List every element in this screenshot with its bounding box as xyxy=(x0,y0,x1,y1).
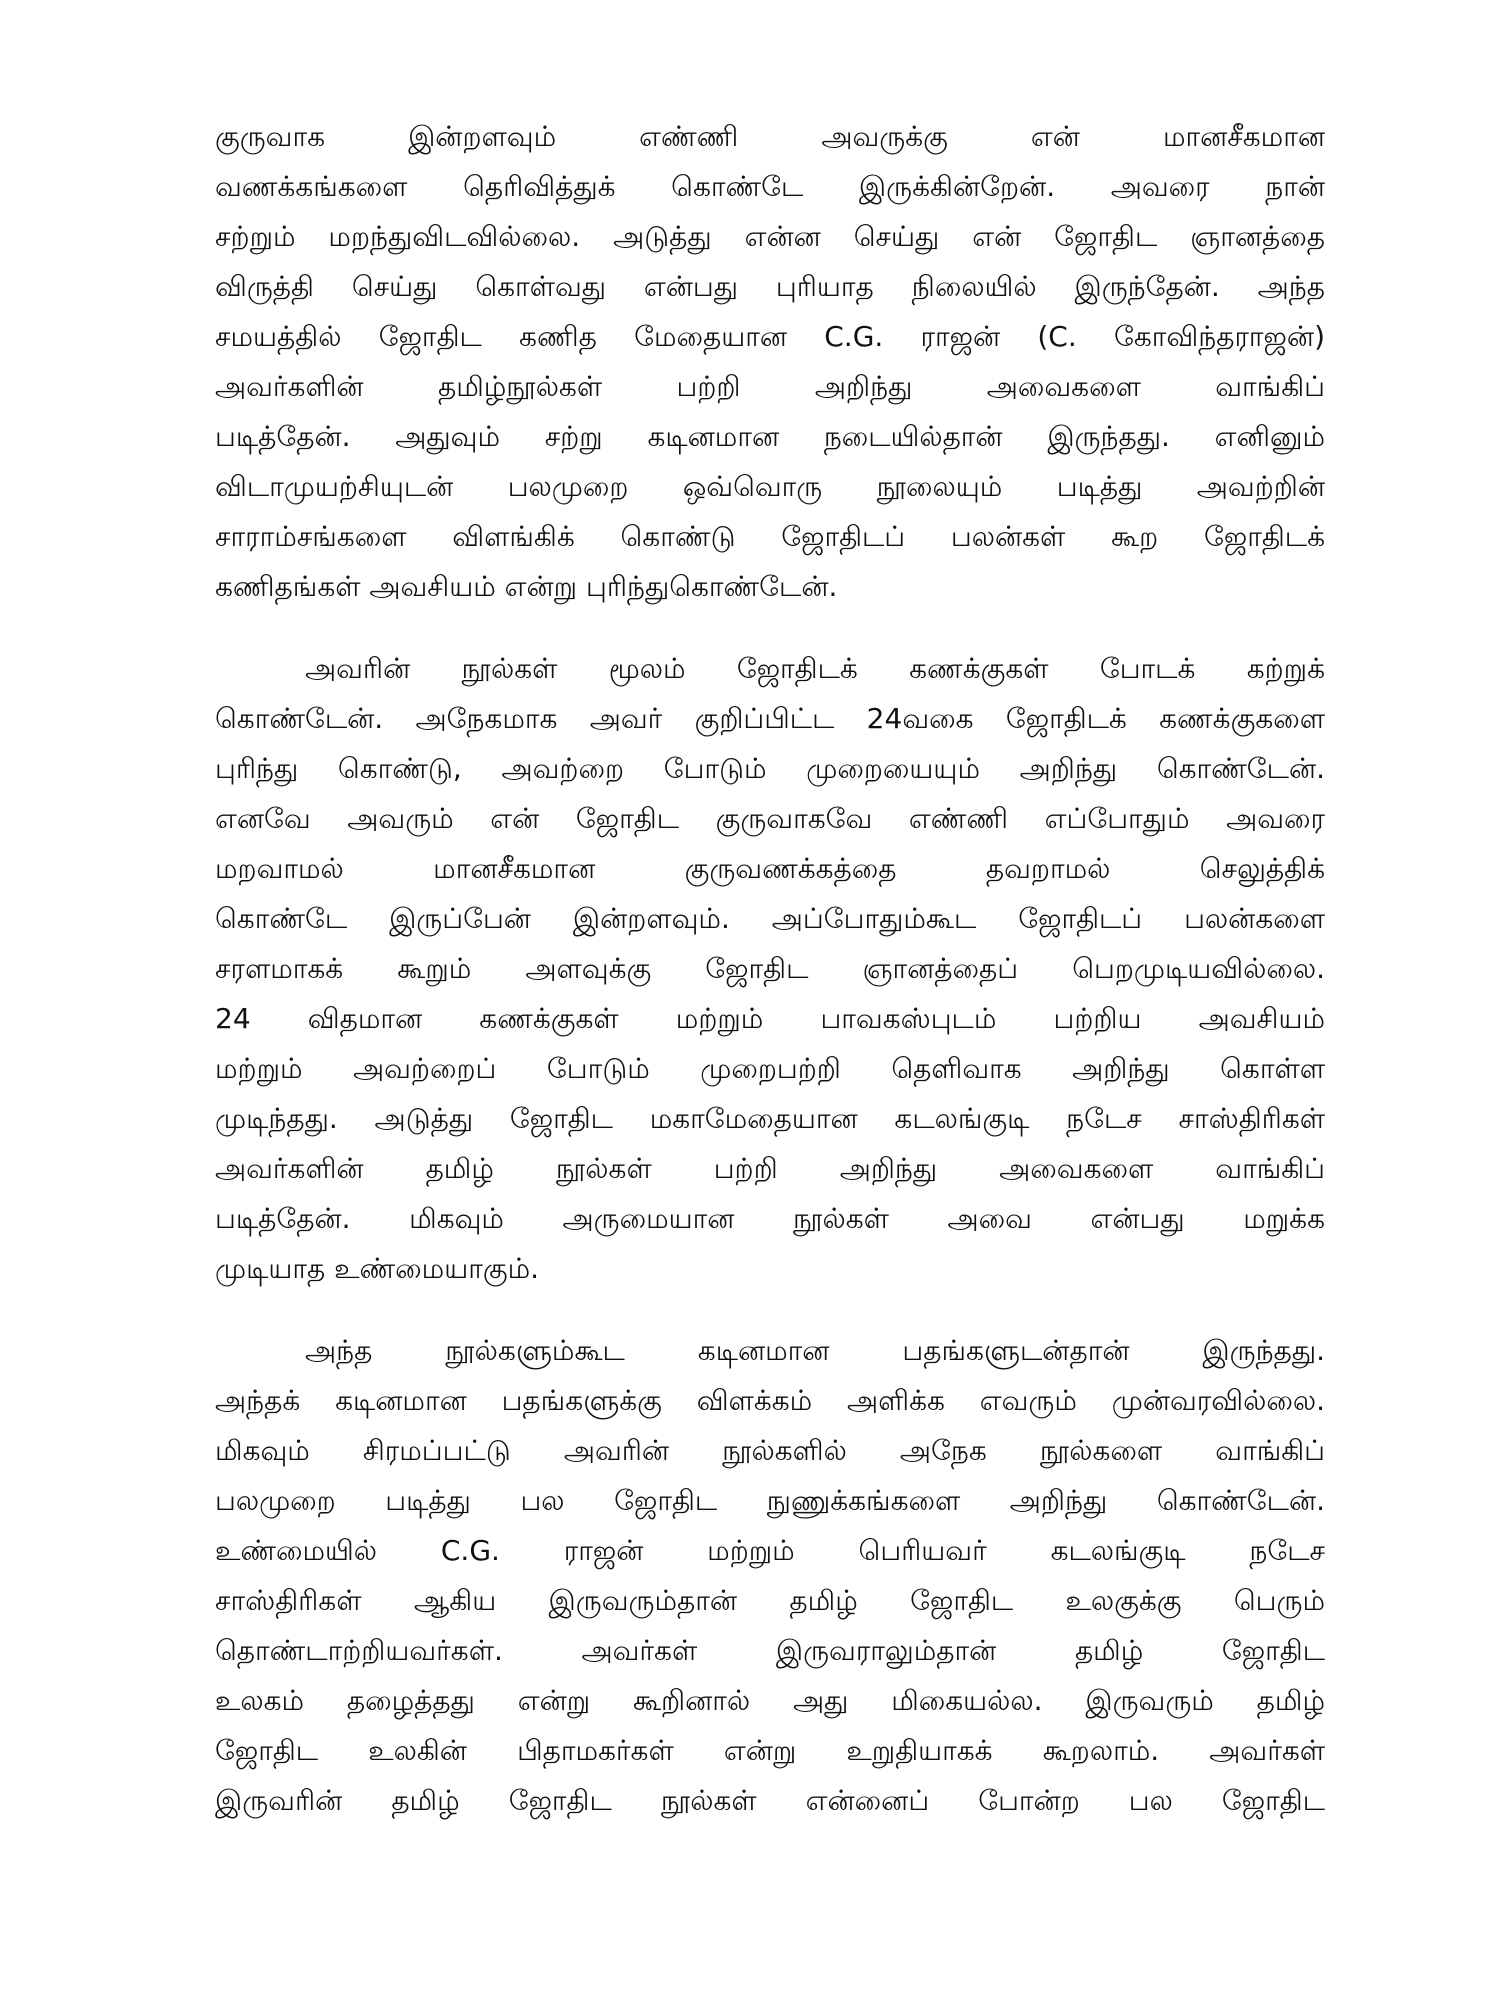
text-line: அவர்களின் தமிழ்நூல்கள் பற்றி அறிந்து அவைகளை வாங்கிப் xyxy=(215,370,1325,403)
text-line: எனவே அவரும் என் ஜோதிட குருவாகவே எண்ணி எப்போதும் அவரை xyxy=(215,802,1325,835)
text-line: சரளமாகக் கூறும் அளவுக்கு ஜோதிட ஞானத்தைப் பெறமுடியவில்லை. xyxy=(215,952,1325,985)
text-line: படித்தேன். மிகவும் அருமையான நூல்கள் அவை என்பது மறுக்க xyxy=(215,1202,1325,1235)
text-line: இருவரின் தமிழ் ஜோதிட நூல்கள் என்னைப் போன்ற பல ஜோதிட xyxy=(215,1784,1325,1817)
text-line: தொண்டாற்றியவர்கள். அவர்கள் இருவராலும்தான் தமிழ் ஜோதிட xyxy=(215,1634,1325,1667)
text-line: முடிந்தது. அடுத்து ஜோதிட மகாமேதையான கடலங்குடி நடேச சாஸ்திரிகள் xyxy=(215,1102,1325,1135)
text-line: முடியாத உண்மையாகும். xyxy=(215,1252,539,1285)
text-line: விருத்தி செய்து கொள்வது என்பது புரியாத நிலையில் இருந்தேன். அந்த xyxy=(215,270,1325,303)
text-line: கணிதங்கள் அவசியம் என்று புரிந்துகொண்டேன். xyxy=(215,570,838,603)
text-line: 24 விதமான கணக்குகள் மற்றும் பாவகஸ்புடம் பற்றிய அவசியம் xyxy=(215,1002,1325,1035)
paragraph-spacing xyxy=(215,612,1325,644)
text-line: அவரின் நூல்கள் மூலம் ஜோதிடக் கணக்குகள் போடக் கற்றுக் xyxy=(305,652,1325,685)
paragraph-1 xyxy=(215,112,1325,612)
text-line: மறவாமல் மானசீகமான குருவணக்கத்தை தவறாமல் செலுத்திக் xyxy=(215,852,1325,885)
text-line: கொண்டேன். அநேகமாக அவர் குறிப்பிட்ட 24வகை ஜோதிடக் கணக்குகளை xyxy=(215,702,1325,735)
document-page xyxy=(215,112,1325,1962)
text-line: சமயத்தில் ஜோதிட கணித மேதையான C.G. ராஜன் (C. கோவிந்தராஜன்) xyxy=(215,320,1325,353)
text-line: அவர்களின் தமிழ் நூல்கள் பற்றி அறிந்து அவைகளை வாங்கிப் xyxy=(215,1152,1325,1185)
paragraph-2 xyxy=(215,644,1325,1294)
text-line: பலமுறை படித்து பல ஜோதிட நுணுக்கங்களை அறிந்து கொண்டேன். xyxy=(215,1484,1325,1517)
paragraph-3 xyxy=(215,1326,1325,1826)
text-line: அந்த நூல்களும்கூட கடினமான பதங்களுடன்தான் இருந்தது. xyxy=(305,1334,1325,1367)
text-line: சற்றும் மறந்துவிடவில்லை. அடுத்து என்ன செய்து என் ஜோதிட ஞானத்தை xyxy=(215,220,1325,253)
text-line: உலகம் தழைத்தது என்று கூறினால் அது மிகையல்ல. இருவரும் தமிழ் xyxy=(215,1684,1325,1717)
text-line: ஜோதிட உலகின் பிதாமகர்கள் என்று உறுதியாகக் கூறலாம். அவர்கள் xyxy=(215,1734,1325,1767)
text-line: வணக்கங்களை தெரிவித்துக் கொண்டே இருக்கின்றேன். அவரை நான் xyxy=(215,170,1325,203)
text-line: அந்தக் கடினமான பதங்களுக்கு விளக்கம் அளிக்க எவரும் முன்வரவில்லை. xyxy=(215,1384,1325,1417)
paragraph-spacing xyxy=(215,1294,1325,1326)
text-line: கொண்டே இருப்பேன் இன்றளவும். அப்போதும்கூட ஜோதிடப் பலன்களை xyxy=(215,902,1325,935)
text-line: மிகவும் சிரமப்பட்டு அவரின் நூல்களில் அநேக நூல்களை வாங்கிப் xyxy=(215,1434,1325,1467)
text-line: சாஸ்திரிகள் ஆகிய இருவரும்தான் தமிழ் ஜோதிட உலகுக்கு பெரும் xyxy=(215,1584,1325,1617)
text-line: உண்மையில் C.G. ராஜன் மற்றும் பெரியவர் கடலங்குடி நடேச xyxy=(215,1534,1325,1567)
text-line: விடாமுயற்சியுடன் பலமுறை ஒவ்வொரு நூலையும் படித்து அவற்றின் xyxy=(215,470,1325,503)
text-line: படித்தேன். அதுவும் சற்று கடினமான நடையில்தான் இருந்தது. எனினும் xyxy=(215,420,1325,453)
text-line: குருவாக இன்றளவும் எண்ணி அவருக்கு என் மானசீகமான xyxy=(215,120,1325,153)
text-line: சாராம்சங்களை விளங்கிக் கொண்டு ஜோதிடப் பலன்கள் கூற ஜோதிடக் xyxy=(215,520,1325,553)
text-line: புரிந்து கொண்டு, அவற்றை போடும் முறையையும் அறிந்து கொண்டேன். xyxy=(215,752,1325,785)
text-line: மற்றும் அவற்றைப் போடும் முறைபற்றி தெளிவாக அறிந்து கொள்ள xyxy=(215,1052,1325,1085)
